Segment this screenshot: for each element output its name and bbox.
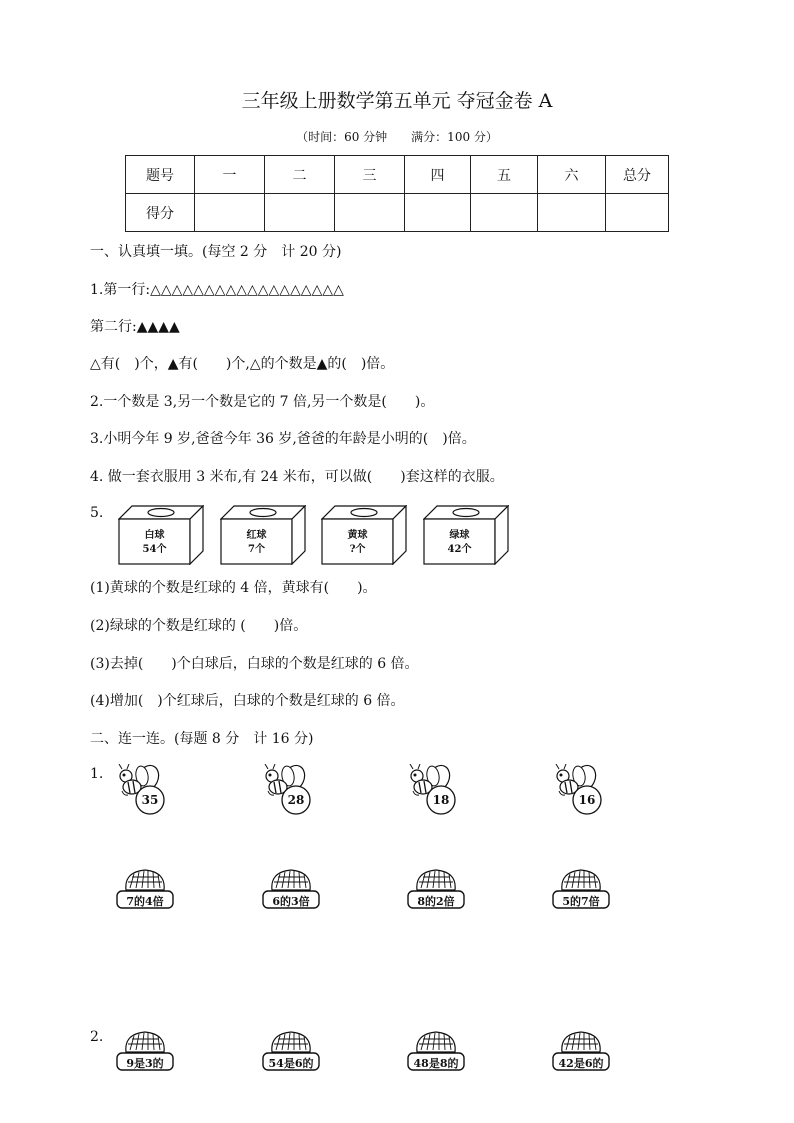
match-1-label: 1. [90,766,104,782]
bee-icon [403,764,463,816]
flower-label: 9是3的 [126,1057,164,1070]
bee-icon [549,764,609,816]
bee-icon [112,764,172,816]
question-1-row2: 第二行:▲▲▲▲ [90,319,180,335]
table-cell: 五 [471,156,538,194]
page-title: 三年级上册数学第五单元 夺冠金卷 A [241,90,553,112]
question-5-1: (1)黄球的个数是红球的 4 倍，黄球有( )。 [90,580,377,596]
flower-label: 5的7倍 [562,895,600,908]
flower-label: 7的4倍 [126,895,164,908]
bee-item[interactable] [258,764,318,816]
question-1-row1: 1.第一行:△△△△△△△△△△△△△△△△△△ [90,282,344,298]
bee-number: 18 [432,793,450,807]
flower-label: 6的3倍 [272,895,310,908]
score-input-cell[interactable] [606,194,669,232]
ball-count: 54个 [142,544,167,555]
flower-item[interactable] [260,1028,322,1073]
ball-name: 白球 [144,530,165,541]
question-5-3: (3)去掉( )个白球后，白球的个数是红球的 6 倍。 [90,656,419,672]
section-1-heading: 一、认真填一填。(每空 2 分 计 20 分) [90,244,342,260]
question-5-4: (4)增加( )个红球后，白球的个数是红球的 6 倍。 [90,693,405,709]
ball-name: 红球 [246,530,267,541]
section-2-heading: 二、连一连。(每题 8 分 计 16 分) [90,731,314,747]
flower-label: 8的2倍 [417,895,455,908]
question-5-label: 5. [90,505,104,521]
question-4: 4. 做一套衣服用 3 米布,有 24 米布，可以做( )套这样的衣服。 [90,469,504,485]
score-input-cell[interactable] [471,194,538,232]
bee-number: 16 [578,793,596,807]
bee-item[interactable] [112,764,172,816]
flower-item[interactable] [114,866,176,911]
bee-item[interactable] [549,764,609,816]
bee-item[interactable] [403,764,463,816]
ball-box [321,505,407,565]
table-cell: 一 [195,156,265,194]
ball-name: 黄球 [347,530,368,541]
score-table [125,155,669,232]
table-cell: 总分 [606,156,669,194]
ball-name: 绿球 [449,530,470,541]
bee-number: 28 [287,793,305,807]
score-input-cell[interactable] [265,194,335,232]
table-cell: 六 [538,156,606,194]
table-row [126,194,669,232]
flower-item[interactable] [550,1028,612,1073]
score-input-cell[interactable] [538,194,606,232]
flower-label: 48是8的 [413,1057,459,1070]
ball-count: 42个 [447,544,472,555]
bee-number: 35 [141,793,159,807]
question-3: 3.小明今年 9 岁,爸爸今年 36 岁,爸爸的年龄是小明的( )倍。 [90,431,476,447]
flower-label: 54是6的 [268,1057,314,1070]
score-input-cell[interactable] [335,194,405,232]
flower-item[interactable] [260,866,322,911]
table-cell: 题号 [126,156,195,194]
flower-item[interactable] [550,866,612,911]
ball-box [423,505,509,565]
exam-info: （时间：60 分钟 满分：100 分） [296,130,498,144]
ball-count: 7个 [248,544,265,555]
flower-item[interactable] [405,1028,467,1073]
ball-box [220,505,306,565]
question-2: 2.一个数是 3,另一个数是它的 7 倍,另一个数是( )。 [90,394,435,410]
question-1-prompt: △有( )个，▲有( )个,△的个数是▲的( )倍。 [90,356,395,372]
flower-label: 42是6的 [558,1057,604,1070]
flower-item[interactable] [114,1028,176,1073]
ball-box [118,505,204,565]
table-cell: 二 [265,156,335,194]
score-input-cell[interactable] [405,194,471,232]
table-cell: 得分 [126,194,195,232]
question-5-2: (2)绿球的个数是红球的 ( )倍。 [90,618,308,634]
flower-item[interactable] [405,866,467,911]
table-row [126,156,669,194]
bee-icon [258,764,318,816]
table-cell: 四 [405,156,471,194]
ball-count: ?个 [349,544,366,555]
score-input-cell[interactable] [195,194,265,232]
table-cell: 三 [335,156,405,194]
match-2-label: 2. [90,1029,104,1045]
